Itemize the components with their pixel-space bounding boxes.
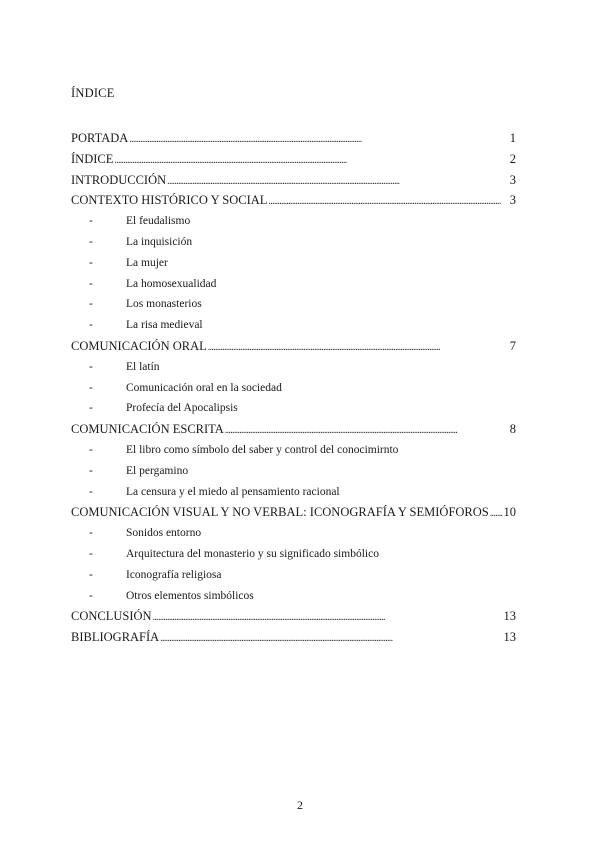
toc-subentry-label: Otros elementos simbólicos <box>126 589 254 602</box>
toc-entry-page: 2 <box>509 151 516 166</box>
toc-subentry <box>71 461 516 482</box>
toc-subentry <box>71 357 516 378</box>
toc-entry <box>71 419 516 440</box>
toc-subentry <box>71 274 516 295</box>
toc-entry-label: ÍNDICE <box>71 151 114 166</box>
bullet-dash: - <box>89 215 93 228</box>
toc-leader-dots <box>268 190 507 213</box>
toc-entry-page: 3 <box>509 172 516 187</box>
toc-subentry-label: Arquitectura del monasterio y su significado simbólico <box>126 547 379 560</box>
toc-leader-dots <box>490 502 503 525</box>
bullet-dash: - <box>89 443 93 456</box>
bullet-dash: - <box>89 568 93 581</box>
toc-entry-label: CONCLUSIÓN <box>71 609 152 624</box>
toc-leader-dots <box>167 170 507 193</box>
toc-entry-page: 7 <box>509 338 516 353</box>
toc-subentry-label: El latín <box>126 360 160 373</box>
bullet-dash: - <box>89 360 93 373</box>
toc-leader-dots <box>208 336 507 359</box>
toc-subentry <box>71 211 516 232</box>
toc-leader-dots <box>153 606 503 629</box>
toc-subentry-label: El libro como símbolo del saber y control del conocimirnto <box>126 443 399 456</box>
toc-subentry-label: Sonidos entorno <box>126 527 202 540</box>
toc-leader-dots <box>160 627 502 650</box>
toc-entry-page: 8 <box>509 422 516 437</box>
toc-subentry <box>71 398 516 419</box>
toc-subentry <box>71 378 516 399</box>
toc-subentry-label: La mujer <box>126 256 168 269</box>
toc-subentry <box>71 253 516 274</box>
toc-entry-label: COMUNICACIÓN ORAL <box>71 338 207 353</box>
bullet-dash: - <box>89 277 93 290</box>
toc-entry <box>71 502 516 523</box>
toc-subentry-label: Iconografía religiosa <box>126 568 222 581</box>
toc-subentry-label: La inquisición <box>126 235 193 248</box>
toc-subentry-label: El feudalismo <box>126 215 191 228</box>
bullet-dash: - <box>89 547 93 560</box>
toc-leader-dots <box>114 149 507 172</box>
toc-entry-page: 13 <box>503 609 516 624</box>
toc-subentry <box>71 544 516 565</box>
toc-entry-label: PORTADA <box>71 131 129 145</box>
bullet-dash: - <box>89 235 93 248</box>
page-number: 2 <box>297 798 303 812</box>
toc-entry-label: CONTEXTO HISTÓRICO Y SOCIAL <box>71 193 268 208</box>
toc-subentry <box>71 315 516 336</box>
table-of-contents <box>71 128 516 648</box>
toc-subentry <box>71 232 516 253</box>
toc-subentry <box>71 482 516 503</box>
toc-entry <box>71 149 516 170</box>
toc-subentry-label: Los monasterios <box>126 298 202 311</box>
toc-subentry <box>71 586 516 607</box>
toc-entry <box>71 190 516 211</box>
toc-entry <box>71 627 516 648</box>
toc-subentry-label: Profecía del Apocalipsis <box>126 402 238 415</box>
bullet-dash: - <box>89 485 93 498</box>
toc-leader-dots <box>129 128 507 151</box>
toc-entry <box>71 336 516 357</box>
bullet-dash: - <box>89 319 93 332</box>
toc-subentry-label: La risa medieval <box>126 319 203 332</box>
toc-subentry <box>71 440 516 461</box>
toc-subentry <box>71 523 516 544</box>
bullet-dash: - <box>89 527 93 540</box>
toc-subentry-label: Comunicación oral en la sociedad <box>126 381 282 394</box>
toc-entry-page: 10 <box>503 505 516 520</box>
toc-entry <box>71 128 516 149</box>
toc-entry-page: 13 <box>503 630 516 645</box>
toc-leader-dots <box>225 419 507 442</box>
toc-subentry-label: La homosexualidad <box>126 277 217 290</box>
toc-entry-page: 3 <box>509 193 516 208</box>
toc-entry-label: INTRODUCCIÓN <box>71 172 167 187</box>
bullet-dash: - <box>89 589 93 602</box>
bullet-dash: - <box>89 381 93 394</box>
toc-entry-label: COMUNICACIÓN VISUAL Y NO VERBAL: ICONOGRAFÍA Y SEMIÓFOROS <box>71 505 489 520</box>
toc-subentry-label: El pergamino <box>126 464 189 477</box>
toc-entry <box>71 606 516 627</box>
toc-entry-label: COMUNICACIÓN ESCRITA <box>71 422 224 437</box>
bullet-dash: - <box>89 464 93 477</box>
toc-entry-label: BIBLIOGRAFÍA <box>71 630 160 645</box>
toc-subentry <box>71 565 516 586</box>
toc-subentry <box>71 294 516 315</box>
page-title: ÍNDICE <box>71 86 115 100</box>
bullet-dash: - <box>89 298 93 311</box>
bullet-dash: - <box>89 256 93 269</box>
toc-entry <box>71 170 516 191</box>
toc-subentry-label: La censura y el miedo al pensamiento racional <box>126 485 340 498</box>
bullet-dash: - <box>89 402 93 415</box>
toc-entry-page: 1 <box>509 131 516 145</box>
